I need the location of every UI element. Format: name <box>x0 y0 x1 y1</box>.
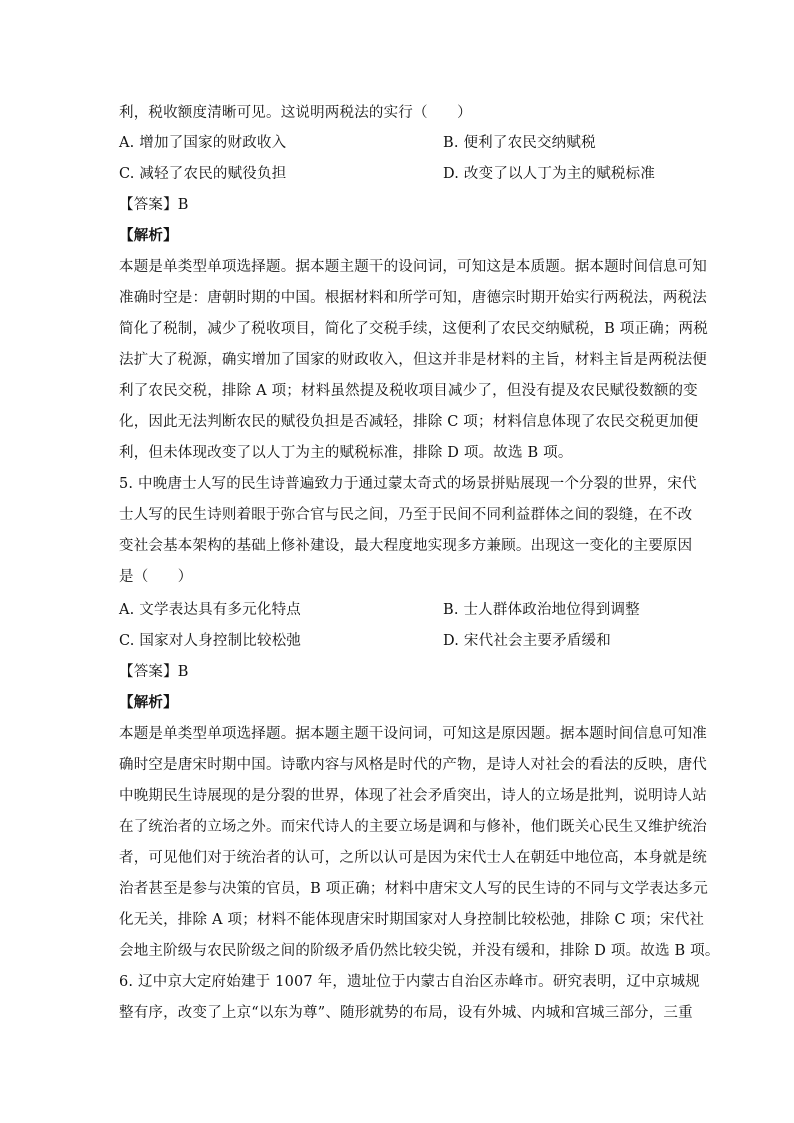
q4-analysis-line: 简化了税制，减少了税收项目，简化了交税手续，这便利了农民交纳赋税，B 项正确；两税 <box>119 321 708 337</box>
q5-stem-line: 士人写的民生诗则着眼于弥合官与民之间，乃至于民间不同利益群体之间的裂缝，在不改 <box>119 507 693 523</box>
q5-analysis-line: 者，可见他们对于统治者的认可，之所以认可是因为宋代士人在朝廷中地位高，本身就是统 <box>119 850 707 866</box>
q5-analysis-line: 确时空是唐宋时期中国。诗歌内容与风格是时代的产物，是诗人对社会的看法的反映，唐代 <box>119 757 707 773</box>
q5-answer: 【答案】B <box>119 664 189 680</box>
q5-analysis-line: 会地主阶级与农民阶级之间的阶级矛盾仍然比较尖锐，并没有缓和，排除 D 项。故选 B 项。 <box>119 943 720 959</box>
q4-stem-end: 利，税收额度清晰可见。这说明两税法的实行（ ） <box>119 105 472 121</box>
q4-analysis-line: 利，但未体现改变了以人丁为主的赋税标准，排除 D 项。故选 B 项。 <box>119 445 573 461</box>
q4-analysis-line: 法扩大了税源，确实增加了国家的财政收入，但这并非是材料的主旨，材料主旨是两税法便 <box>119 352 707 368</box>
q4-answer: 【答案】B <box>119 197 189 213</box>
q5-analysis-line: 治者甚至是参与决策的官员，B 项正确；材料中唐宋文人写的民生诗的不同与文学表达多元 <box>119 881 708 897</box>
q5-analysis-line: 本题是单类型单项选择题。据本题主题干设问词，可知这是原因题。据本题时间信息可知准 <box>119 726 707 742</box>
q4-analysis-label: 【解析】 <box>119 227 178 244</box>
q5-analysis-line: 中晚期民生诗展现的是分裂的世界，体现了社会矛盾突出，诗人的立场是批判，说明诗人站 <box>119 788 707 804</box>
q5-stem-line: 5. 中晚唐士人写的民生诗普遍致力于通过蒙太奇式的场景拼贴展现一个分裂的世界，宋代 <box>119 476 697 492</box>
q6-stem-line: 整有序，改变了上京“以东为尊”、随形就势的布局，设有外城、内城和宫城三部分，三重 <box>119 1005 693 1021</box>
q5-analysis-line: 化无关，排除 A 项；材料不能体现唐宋时期国家对人身控制比较松弛，排除 C 项；宋代社 <box>119 912 705 928</box>
q4-analysis-line: 本题是单类型单项选择题。据本题主题干的设问词，可知这是本质题。据本题时间信息可知 <box>119 259 707 275</box>
q5-option-c: C. 国家对人身控制比较松弛 <box>119 633 302 649</box>
q4-analysis-line: 准确时空是：唐朝时期的中国。根据材料和所学可知，唐德宗时期开始实行两税法，两税法 <box>119 290 707 306</box>
q4-option-c: C. 减轻了农民的赋役负担 <box>119 166 287 182</box>
q4-option-a: A. 增加了国家的财政收入 <box>119 135 287 151</box>
q4-option-d: D. 改变了以人丁为主的赋税标准 <box>443 166 656 182</box>
q5-option-a: A. 文学表达具有多元化特点 <box>119 602 301 618</box>
q5-stem-line: 变社会基本架构的基础上修补建设，最大程度地实现多方兼顾。出现这一变化的主要原因 <box>119 538 693 554</box>
q5-analysis-label: 【解析】 <box>119 694 178 711</box>
q6-stem-line: 6. 辽中京大定府始建于 1007 年，遗址位于内蒙古自治区赤峰市。研究表明，辽中京城规 <box>119 974 700 990</box>
q5-stem-line: 是（ ） <box>119 569 193 585</box>
q5-option-b: B. 士人群体政治地位得到调整 <box>443 602 640 618</box>
q5-analysis-line: 在了统治者的立场之外。而宋代诗人的主要立场是调和与修补，他们既关心民生又维护统治 <box>119 819 707 835</box>
q5-option-d: D. 宋代社会主要矛盾缓和 <box>443 633 611 649</box>
q4-analysis-line: 化，因此无法判断农民的赋役负担是否减轻，排除 C 项；材料信息体现了农民交税更加便 <box>119 414 699 430</box>
q4-option-b: B. 便利了农民交纳赋税 <box>443 135 596 151</box>
q4-analysis-line: 利了农民交税，排除 A 项；材料虽然提及税收项目减少了，但没有提及农民赋役数额的变 <box>119 383 698 399</box>
